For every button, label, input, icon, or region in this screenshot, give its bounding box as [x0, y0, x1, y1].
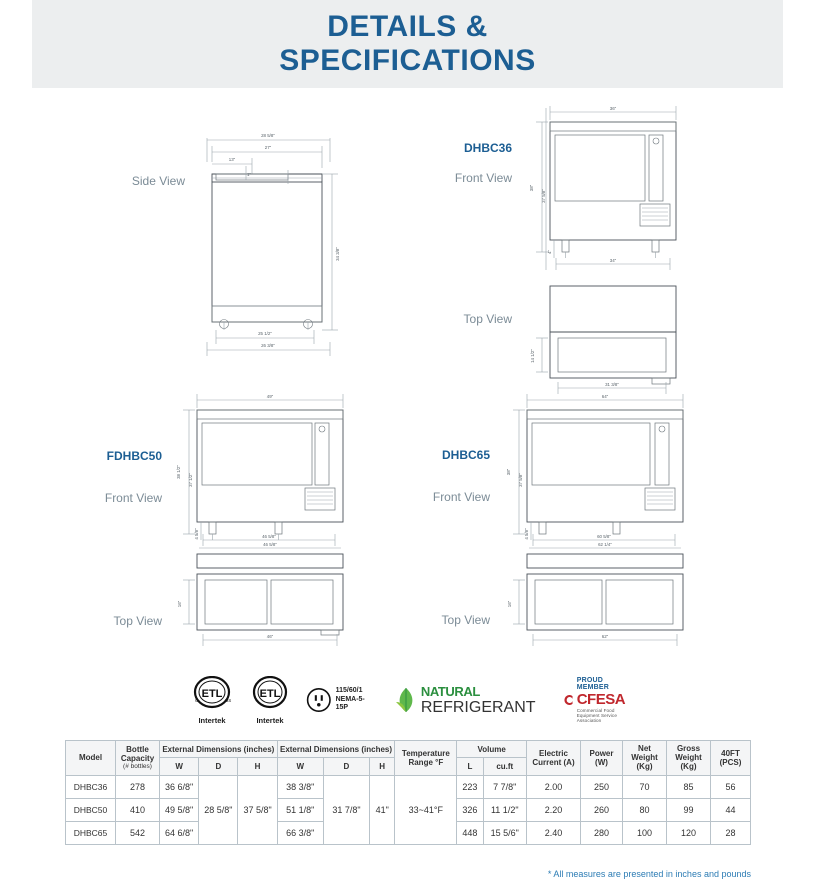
table-row: [66, 775, 751, 798]
etl-icon-2: [250, 676, 290, 710]
dhbc65-dim-w3: 62 1/4": [598, 542, 612, 547]
natural-refrigerant-logo: [393, 684, 536, 717]
dhbc65-model-label: DHBC65: [441, 448, 490, 462]
dhbc65-top-drawing: [505, 548, 700, 653]
cell-d1: 28 5/8": [199, 775, 238, 844]
natural-refrigerant-text: [421, 684, 536, 717]
cell-w1: 36 6/8": [160, 775, 199, 798]
etl-listed-logo-2: [250, 676, 290, 725]
side-dim-1: 27": [264, 145, 272, 150]
th-net-weight: Net Weight (Kg): [623, 741, 667, 776]
th-electric-current: Electric Current (A): [527, 741, 581, 776]
cell-w2: 51 1/8": [277, 798, 323, 821]
dhbc36-dim-h2: 37 5/8": [541, 189, 546, 203]
th-h1: H: [238, 758, 277, 775]
etl-intertek-caption-2: Intertek: [256, 715, 284, 725]
fdhbc50-dim-h1: 38 1/2": [176, 465, 181, 479]
cfesa-sub-text: Commercial Food Equipment Service Association: [576, 708, 617, 723]
cell-amp: 2.00: [527, 775, 581, 798]
cell-gross: 99: [667, 798, 711, 821]
cell-pcs: 44: [711, 798, 751, 821]
fdhbc50-front-view-label: Front View: [104, 491, 162, 505]
dhbc36-top-dim-d: 14 1/2": [530, 349, 535, 363]
cfesa-top-text: PROUD MEMBER: [576, 677, 610, 691]
cell-pcs: 56: [711, 775, 751, 798]
dhbc36-front-drawing: [528, 100, 698, 280]
cell-model: DHBC50: [66, 798, 116, 821]
dhbc65-dim-w2: 60 5/8": [597, 534, 611, 539]
fdhbc50-dim-w3: 46 5/8": [263, 542, 277, 547]
etl-icon: [190, 676, 234, 710]
th-bottle-capacity-label: Bottle Capacity: [120, 744, 155, 764]
cell-bottles: 410: [116, 798, 160, 821]
cell-bottles: 542: [116, 821, 160, 844]
fdhbc50-model-label: FDHBC50: [106, 449, 162, 463]
cell-bottles: 278: [116, 775, 160, 798]
cell-vol-cuft: 7 7/8": [483, 775, 526, 798]
table-body: [66, 775, 751, 844]
th-h2: H: [370, 758, 395, 775]
fdhbc50-dim-w: 49": [266, 394, 274, 399]
dhbc36-front-view-label: Front View: [454, 171, 512, 185]
cell-vol-l: 223: [457, 775, 483, 798]
th-w2: W: [277, 758, 323, 775]
th-d2: D: [323, 758, 369, 775]
fdhbc50-top-dim-w: 46": [266, 634, 274, 639]
side-dim-2: 13": [228, 157, 236, 162]
etl-listed-us-logo: [190, 676, 234, 725]
leaf-icon: [393, 686, 419, 714]
cell-vol-cuft: 15 5/6": [483, 821, 526, 844]
th-volume: Volume: [457, 741, 527, 758]
side-view-drawing: [190, 118, 350, 368]
cell-model: DHBC36: [66, 775, 116, 798]
dhbc65-dim-w: 64": [601, 394, 609, 399]
cell-net: 70: [623, 775, 667, 798]
plug-line-2: NEMA-5-15P: [335, 695, 365, 712]
dhbc36-model-label: DHBC36: [463, 141, 512, 155]
svg-text:C: C: [195, 697, 199, 703]
dhbc36-top-view-label: Top View: [463, 312, 512, 326]
page-header: [32, 0, 783, 88]
cfesa-logo: [562, 677, 635, 723]
cell-h2: 41": [370, 775, 395, 844]
cell-vol-l: 448: [457, 821, 483, 844]
dhbc65-dim-h1: 38": [506, 468, 511, 476]
th-40ft: 40FT (PCS): [711, 741, 751, 776]
fdhbc50-top-drawing: [175, 548, 365, 653]
dhbc36-dim-w: 36": [609, 106, 617, 111]
fdhbc50-top-view-label: Top View: [113, 614, 162, 628]
cell-gross: 120: [667, 821, 711, 844]
cell-watt: 250: [581, 775, 623, 798]
dhbc65-front-drawing: [505, 388, 700, 553]
page-title-line1: DETAILS &: [327, 9, 488, 43]
page-title: [279, 10, 535, 79]
natural-sub-text: REFRIGERANT: [420, 698, 536, 716]
th-vol-cuft: cu.ft: [483, 758, 526, 775]
cell-w2: 66 3/8": [277, 821, 323, 844]
plug-line-1: 115/60/1: [335, 686, 363, 694]
cell-d2: 31 7/8": [323, 775, 369, 844]
th-temp-range: Temperature Range °F: [395, 741, 457, 776]
th-model: Model: [66, 741, 116, 776]
dhbc65-top-dim-d: 16": [507, 600, 512, 608]
fdhbc50-top-dim-d: 16": [177, 600, 182, 608]
power-plug-icon: [306, 684, 332, 716]
side-dim-5: 25 1/2": [258, 331, 272, 336]
cell-amp: 2.20: [527, 798, 581, 821]
svg-text:ETL: ETL: [201, 687, 223, 700]
page-title-line2: SPECIFICATIONS: [279, 44, 536, 77]
dhbc36-dim-leg: 4": [547, 249, 552, 255]
th-ext-dims-2: External Dimensions (inches): [277, 741, 395, 758]
fdhbc50-dim-h2: 37 1/2": [188, 473, 193, 487]
dhbc36-dim-w2: 34": [609, 258, 617, 263]
th-power: Power (W): [581, 741, 623, 776]
measurement-footnote: * All measures are presented in inches and pounds: [547, 869, 751, 879]
cell-w1: 49 5/8": [160, 798, 199, 821]
th-vol-l: L: [457, 758, 483, 775]
side-dim-4: 34 3/8": [335, 247, 340, 261]
cell-vol-cuft: 11 1/2": [483, 798, 526, 821]
plug-spec: [306, 684, 369, 716]
cfesa-mark-icon: [562, 688, 574, 712]
th-bottle-capacity: [116, 741, 160, 776]
dhbc36-dim-h1: 38": [529, 184, 534, 192]
cfesa-text: [577, 677, 635, 723]
dhbc65-dim-leg: 4 5/8": [524, 528, 529, 540]
side-dim-3: 1": [246, 172, 252, 177]
cell-watt: 280: [581, 821, 623, 844]
cell-pcs: 28: [711, 821, 751, 844]
cell-w2: 38 3/8": [277, 775, 323, 798]
cfesa-main-text: CFESA: [576, 691, 626, 708]
dhbc65-dim-h2: 37 5/8": [518, 473, 523, 487]
cell-w1: 64 6/8": [160, 821, 199, 844]
th-bottle-capacity-sub: (# bottles): [123, 763, 152, 771]
svg-text:US: US: [225, 697, 232, 703]
cell-model: DHBC65: [66, 821, 116, 844]
th-ext-dims-1: External Dimensions (inches): [160, 741, 278, 758]
th-gross-weight: Gross Weight (Kg): [667, 741, 711, 776]
cell-temp: 33~41°F: [395, 775, 457, 844]
cell-gross: 85: [667, 775, 711, 798]
dhbc65-front-view-label: Front View: [432, 490, 490, 504]
natural-main-text: NATURAL: [420, 683, 480, 699]
cell-vol-l: 326: [457, 798, 483, 821]
cell-net: 80: [623, 798, 667, 821]
table-header-row-1: [66, 741, 751, 758]
cell-h1: 37 5/8": [238, 775, 277, 844]
side-dim-6: 26 3/8": [261, 343, 275, 348]
specifications-table: [65, 740, 751, 845]
dhbc36-top-drawing: [528, 278, 698, 398]
certification-logos: [190, 672, 630, 728]
side-view-label: Side View: [131, 174, 185, 188]
th-w1: W: [160, 758, 199, 775]
svg-text:ETL: ETL: [259, 687, 281, 700]
table-header: [66, 741, 751, 776]
side-dim-0: 28 5/8": [261, 133, 275, 138]
dhbc65-top-dim-w: 62": [601, 634, 609, 639]
etl-intertek-caption-1: Intertek: [198, 715, 226, 725]
dhbc65-top-view-label: Top View: [441, 613, 490, 627]
th-d1: D: [199, 758, 238, 775]
fdhbc50-dim-w2: 46 5/8": [262, 534, 276, 539]
cell-net: 100: [623, 821, 667, 844]
fdhbc50-front-drawing: [175, 388, 365, 553]
plug-text: [336, 687, 369, 713]
dhbc36-top-dim-w: 31 3/8": [605, 382, 619, 387]
cell-watt: 260: [581, 798, 623, 821]
cell-amp: 2.40: [527, 821, 581, 844]
fdhbc50-dim-leg: 4 5/8": [194, 528, 199, 540]
